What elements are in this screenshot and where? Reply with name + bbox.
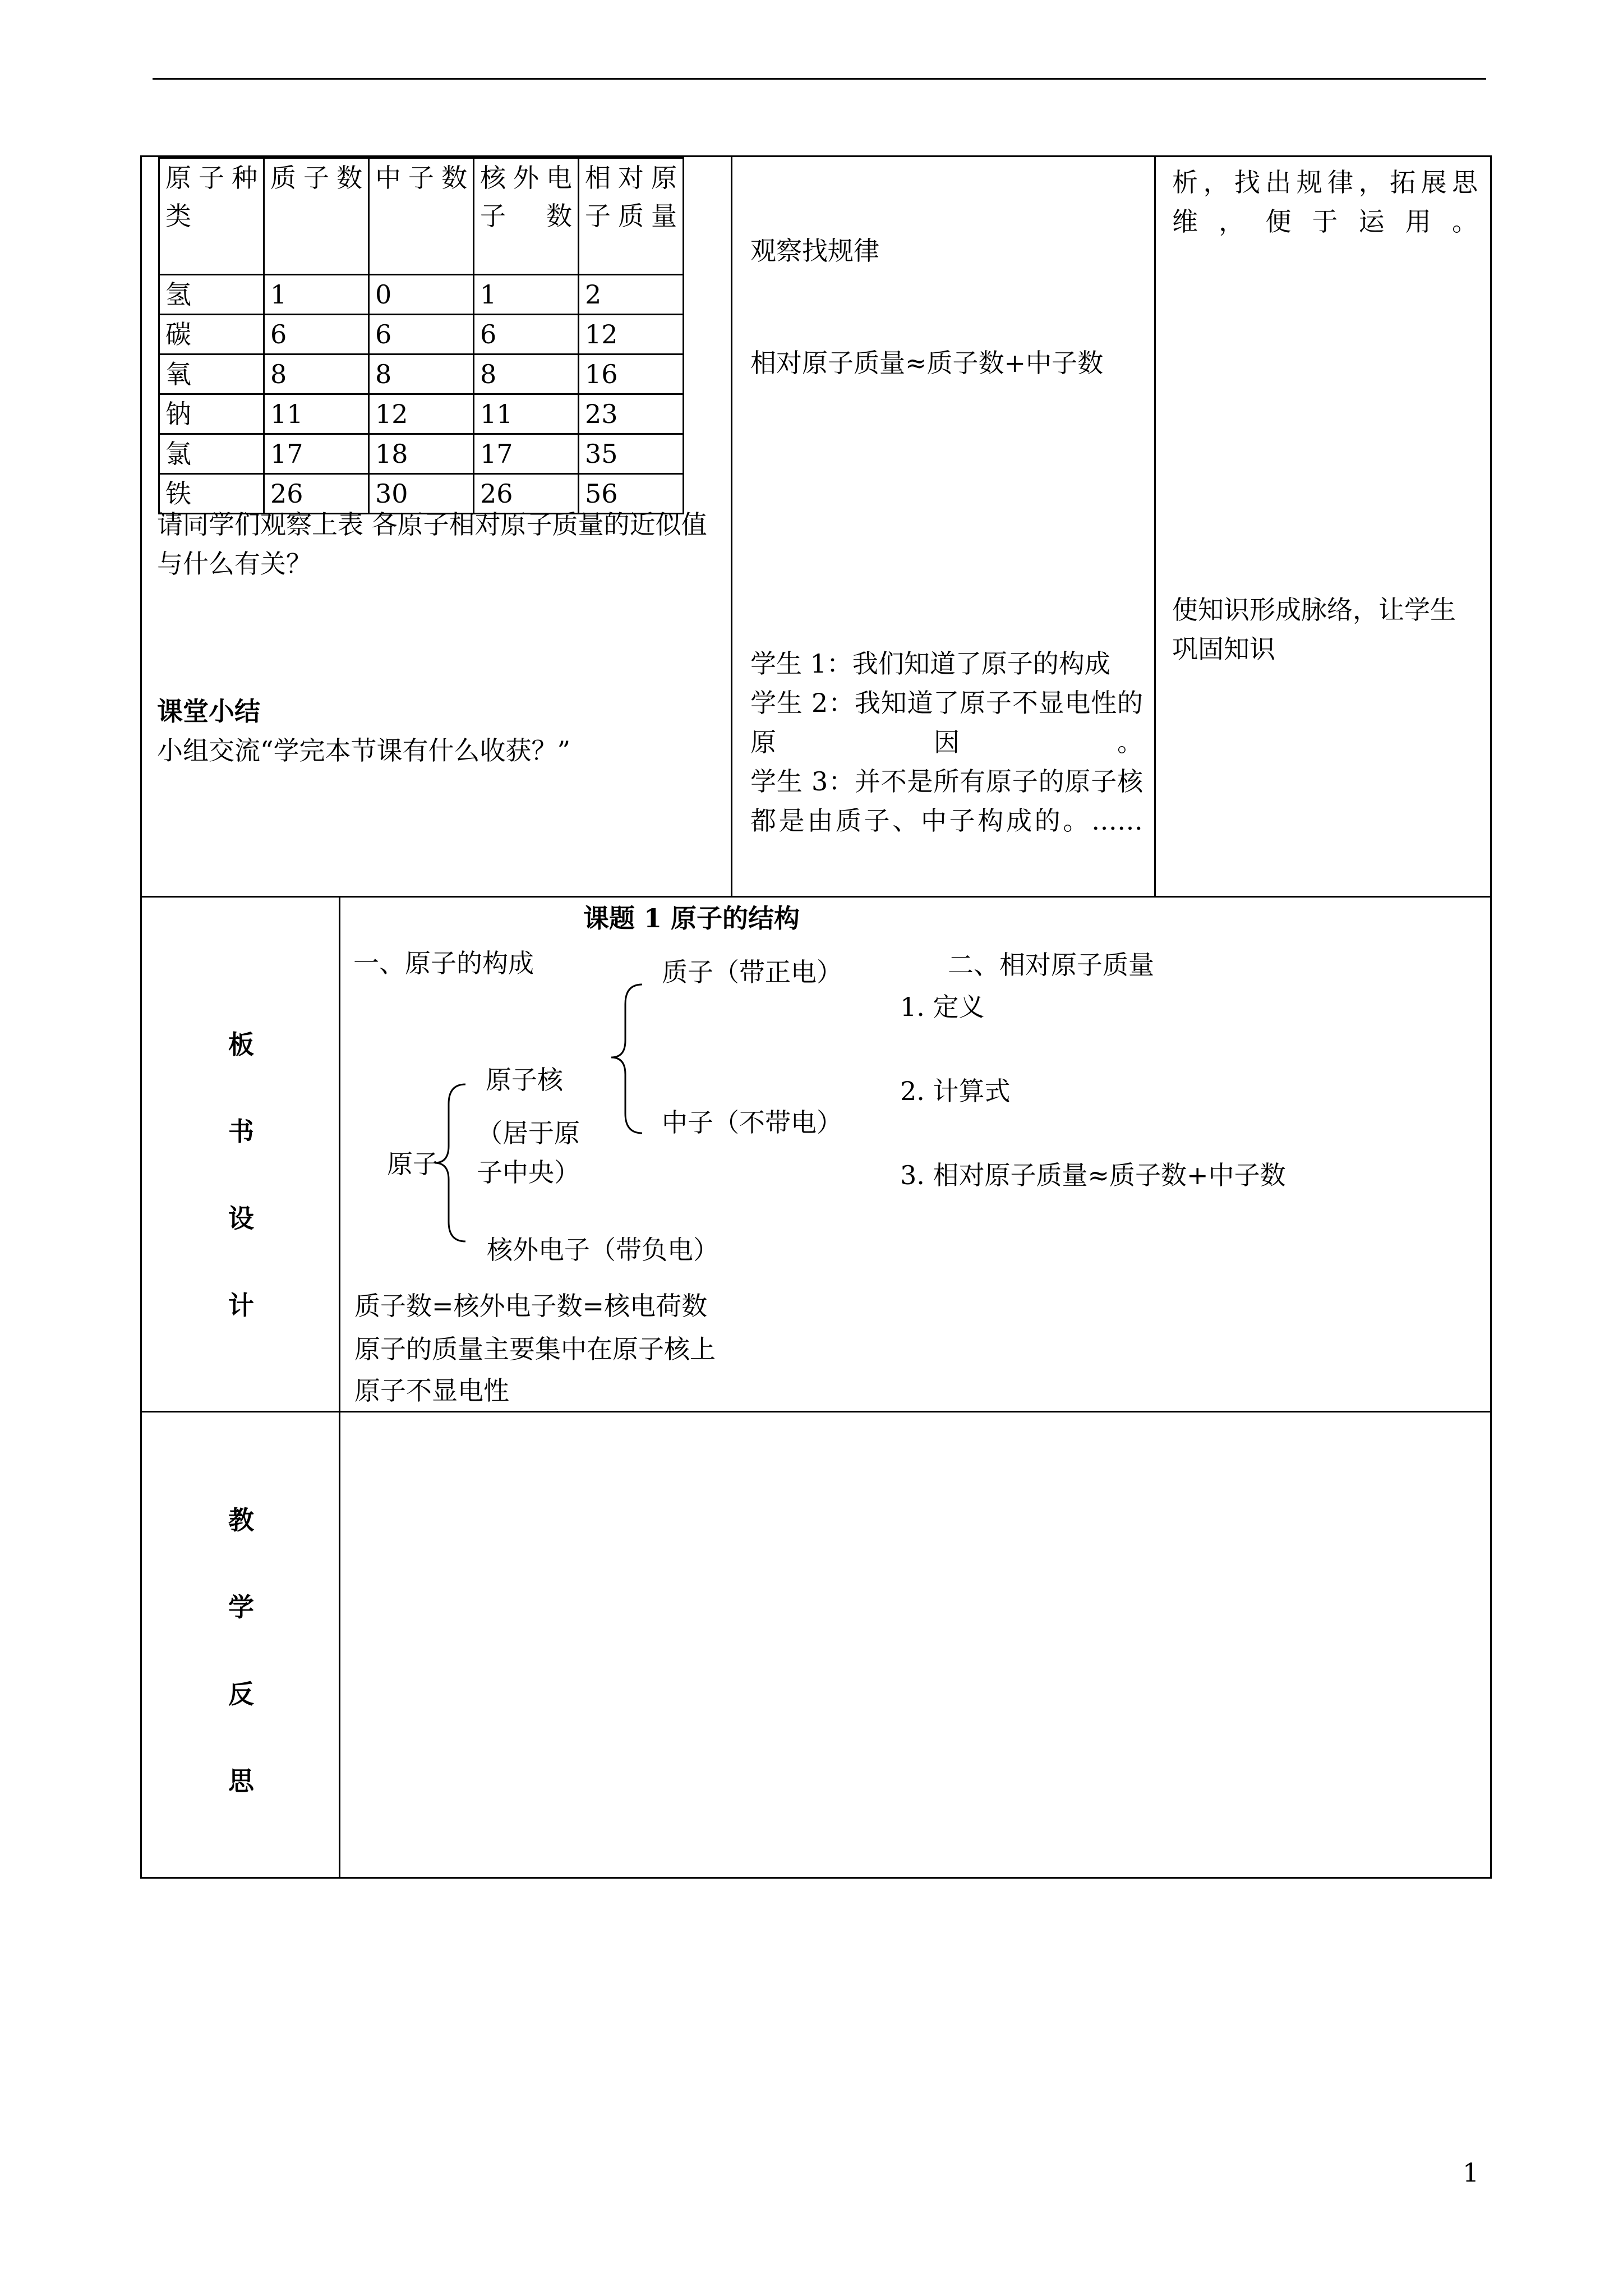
intent2-text: 使知识形成脉络，让学生巩固知识 [1172,595,1456,664]
table-cell: 1 [264,275,369,315]
frame-row2-bottom [140,1411,1492,1412]
table-cell: 氯 [159,434,264,474]
table-cell: 0 [369,275,474,315]
table-cell: 11 [474,394,579,434]
table-cell: 8 [474,355,579,394]
frame-col2 [1154,155,1156,897]
board-rule2: 原子的质量主要集中在原子核上 [354,1334,716,1364]
formula-text: 相对原子质量≈质子数+中子数 [750,348,1104,378]
board-item1: 1. 定义 [900,992,985,1022]
table-cell: 18 [369,434,474,474]
table-cell: 56 [579,474,684,514]
board-rule1: 质子数=核外电子数=核电荷数 [354,1291,708,1321]
table-cell: 23 [579,394,684,434]
frame-bottom [140,1877,1492,1879]
board-rule3: 原子不显电性 [354,1375,509,1406]
table-row [159,315,684,355]
board-item3: 3. 相对原子质量≈质子数+中子数 [900,1160,1286,1190]
table-cell: 30 [369,474,474,514]
table-row [159,355,684,394]
table-row [159,275,684,315]
frame-label-col [339,896,340,1878]
table-cell: 铁 [159,474,264,514]
atom-brace-icon [432,1082,471,1244]
table-header-cell: 原子种类 [159,158,264,275]
reflection-label: 教学反思 [228,1505,254,1796]
intent1-text: 析，找出规律，拓展思维，便于运用。 [1172,167,1478,237]
header-rule [153,78,1486,80]
table-cell: 16 [579,355,684,394]
table-cell: 17 [474,434,579,474]
table-cell: 钠 [159,394,264,434]
board-atom: 原子 [387,1149,439,1179]
table-header-cell: 相对原子质量 [579,158,684,275]
board-electron: 核外电子（带负电） [487,1235,719,1265]
frame-left [140,155,142,1879]
table-cell: 1 [474,275,579,315]
frame-col1 [731,155,732,897]
page-number: 1 [1463,2157,1479,2188]
nucleus-brace-icon [608,982,648,1136]
table-row [159,394,684,434]
board-nucleus: 原子核 [486,1065,563,1095]
table-cell: 26 [474,474,579,514]
table-cell: 8 [369,355,474,394]
board-section1: 一、原子的构成 [353,948,534,978]
summary-text: 小组交流“学完本节课有什么收获？” [157,735,571,766]
table-cell: 氧 [159,355,264,394]
board-label: 板书设计 [228,1029,254,1320]
board-proton: 质子（带正电） [662,957,842,987]
board-nucleus-note: （居于原子中央） [477,1118,580,1188]
table-header-cell: 中子数 [369,158,474,275]
student2-text: 学生 2：我知道了原子不显电性的原因。 [750,688,1143,757]
board-title: 课题 1 原子的结构 [583,903,800,933]
board-section2: 二、相对原子质量 [948,950,1154,980]
table-cell: 35 [579,434,684,474]
board-item2: 2. 计算式 [900,1076,1011,1106]
table-cell: 碳 [159,315,264,355]
table-cell: 8 [264,355,369,394]
table-row [159,434,684,474]
frame-row1-bottom [140,896,1492,898]
table-cell: 26 [264,474,369,514]
board-neutron: 中子（不带电） [662,1107,842,1138]
student1-text: 学生 1：我们知道了原子的构成 [750,648,1110,679]
table-cell: 12 [579,315,684,355]
table-cell: 2 [579,275,684,315]
summary-title: 课堂小结 [157,696,260,726]
observe-text: 观察找规律 [750,236,879,266]
element-table [158,157,684,514]
frame-right [1490,155,1492,1879]
table-cell: 6 [369,315,474,355]
table-header-cell: 核外电子数 [474,158,579,275]
student3-text: 学生 3：并不是所有原子的原子核都是由质子、中子构成的。…… [750,766,1143,836]
table-cell: 12 [369,394,474,434]
table-header-cell: 质子数 [264,158,369,275]
table-cell: 氢 [159,275,264,315]
question-text: 请同学们观察上表 各原子相对原子质量的近似值与什么有关？ [157,509,707,579]
table-cell: 11 [264,394,369,434]
table-cell: 17 [264,434,369,474]
table-cell: 6 [264,315,369,355]
table-cell: 6 [474,315,579,355]
table-header-row [159,158,684,275]
